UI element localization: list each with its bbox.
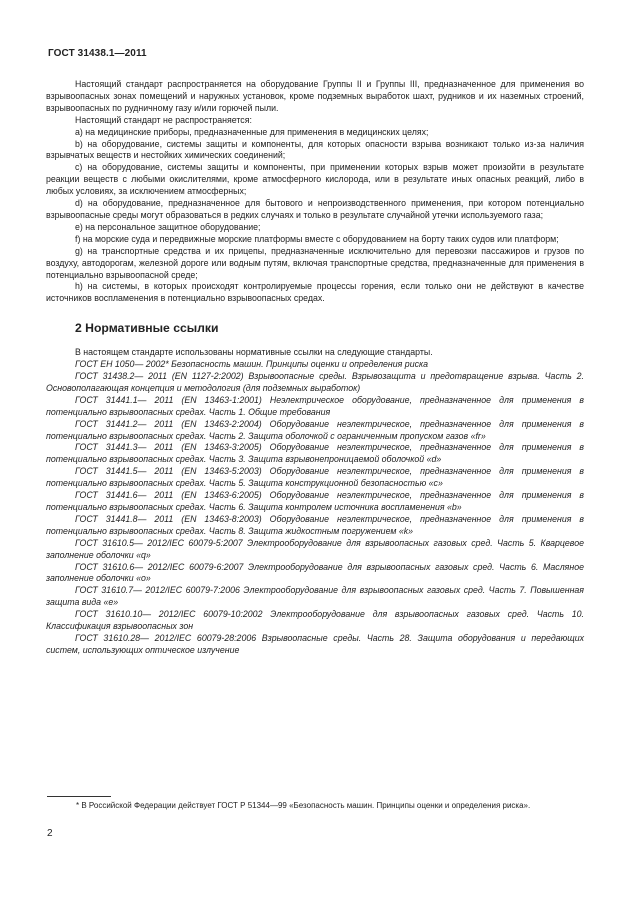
page-number: 2 <box>47 828 53 839</box>
reference-item: ГОСТ 31441.2— 2011 (EN 13463-2:2004) Оборудование неэлектрическое, предназначенное для применения в потенциально взрывоопасных средах. Часть 2. Защита оболочкой с ограниченным пропуском газов «fr» <box>46 418 584 441</box>
exclusion-item: g) на транспортные средства и их прицепы, предназначенные исключительно для перевозки пассажиров и грузов по воздуху, автодорогам, железной дороге или водным путям, включая транспортные средства, предназначенные для применения в потенциально взрывоопасной среде; <box>46 245 584 280</box>
reference-item: ГОСТ 31441.1— 2011 (EN 13463-1:2001) Неэлектрическое оборудование, предназначенное для применения в потенциально взрывоопасных средах. Часть 1. Общие требования <box>46 394 584 417</box>
footnote: * В Российской Федерации действует ГОСТ Р 51344—99 «Безопасность машин. Принципы оценки и определения риска». <box>76 801 531 810</box>
exclusions-intro: Настоящий стандарт не распространяется: <box>75 114 252 125</box>
reference-item: ГОСТ 31441.8— 2011 (EN 13463-8:2003) Оборудование неэлектрическое, предназначенное для применения в потенциально взрывоопасных средах. Часть 8. Защита жидкостным погружением «k» <box>46 513 584 536</box>
reference-item: ГОСТ 31610.10— 2012/IEC 60079-10:2002 Электрооборудование для взрывоопасных газовых сред. Часть 10. Классификация взрывоопасных зон <box>46 609 584 632</box>
reference-item: ГОСТ 31438.2— 2011 (EN 1127-2:2002) Взрывоопасные среды. Взрывозащита и предотвращение взрыва. Часть 2. Основополагающая концепция и методология (для подземных выработок) <box>46 371 584 393</box>
scope-paragraph: Настоящий стандарт распространяется на оборудование Группы II и Группы III, предназначенное для применения во взрывоопасных зонах помещений и наружных установок, кроме подземных выработок шахт, рудников и их наземных строений, взрывоопасных по рудничному газу и/или горючей пыли. <box>46 79 584 113</box>
reference-item: ГОСТ 31610.5— 2012/IEC 60079-5:2007 Электрооборудование для взрывоопасных газовых сред. Часть 5. Кварцевое заполнение оболочки «q» <box>46 537 584 560</box>
reference-item: ГОСТ 31610.6— 2012/IEC 60079-6:2007 Электрооборудование для взрывоопасных газовых сред. Часть 6. Масляное заполнение оболочки «o» <box>46 561 584 584</box>
reference-item: ГОСТ 31441.3— 2011 (EN 13463-3:2005) Оборудование неэлектрическое, предназначенное для применения в потенциально взрывоопасных средах. Часть 3. Защита взрывонепроницаемой оболочкой «d» <box>46 442 584 465</box>
exclusion-item: c) на оборудование, системы защиты и компоненты, при применении которых взрыв может произойти в результате реакции веществ с любыми окислителями, кроме атмосферного кислорода, или в результате иных опасных реакций, либо в любых условиях, за исключением атмосферных; <box>46 162 584 197</box>
exclusion-item: f) на морские суда и передвижные морские платформы вместе с оборудованием на борту таких судов или платформ; <box>75 233 559 244</box>
reference-item: ГОСТ 31441.6— 2011 (EN 13463-6:2005) Оборудование неэлектрическое, предназначенное для применения в потенциально взрывоопасных средах. Часть 6. Защита контролем источника воспламенения «b» <box>46 490 584 512</box>
exclusion-item: d) на оборудование, предназначенное для бытового и непроизводственного применения, при котором потенциально взрывоопасные среды могут образоваться в редких случаях и только в результате случайной утечки используемого газа; <box>46 198 584 220</box>
document-body <box>46 79 584 657</box>
reference-item: ГОСТ ЕН 1050— 2002* Безопасность машин. Принципы оценки и определения риска <box>75 359 429 370</box>
exclusion-item: e) на персональное защитное оборудование; <box>75 221 261 232</box>
reference-item: ГОСТ 31441.5— 2011 (EN 13463-5:2003) Оборудование неэлектрическое, предназначенное для применения в потенциально взрывоопасных средах. Часть 5. Защита конструкционной безопасностью «c» <box>46 466 584 489</box>
references-intro: В настоящем стандарте использованы нормативные ссылки на следующие стандарты. <box>75 347 433 358</box>
exclusion-item: h) на системы, в которых происходят контролируемые процессы горения, если только они не действуют в качестве источников воспламенения в потенциально взрывоопасных средах. <box>46 281 584 304</box>
reference-item: ГОСТ 31610.28— 2012/IEC 60079-28:2006 Взрывоопасные среды. Часть 28. Защита оборудования и передающих систем, использующих оптическое излучение <box>46 632 584 655</box>
footnote-separator <box>47 796 111 797</box>
document-header: ГОСТ 31438.1—2011 <box>48 48 147 59</box>
exclusion-item: а) на медицинские приборы, предназначенные для применения в медицинских целях; <box>75 126 429 137</box>
section-heading: 2 Нормативные ссылки <box>75 321 219 336</box>
reference-item: ГОСТ 31610.7— 2012/IEC 60079-7:2006 Электрооборудование для взрывоопасных газовых сред. Часть 7. Повышенная защита вида «e» <box>46 585 584 608</box>
exclusion-item: b) на оборудование, системы защиты и компоненты, для которых опасности взрыва возникают только из-за наличия взрывчатых веществ и нестойких химических соединений; <box>46 138 584 161</box>
